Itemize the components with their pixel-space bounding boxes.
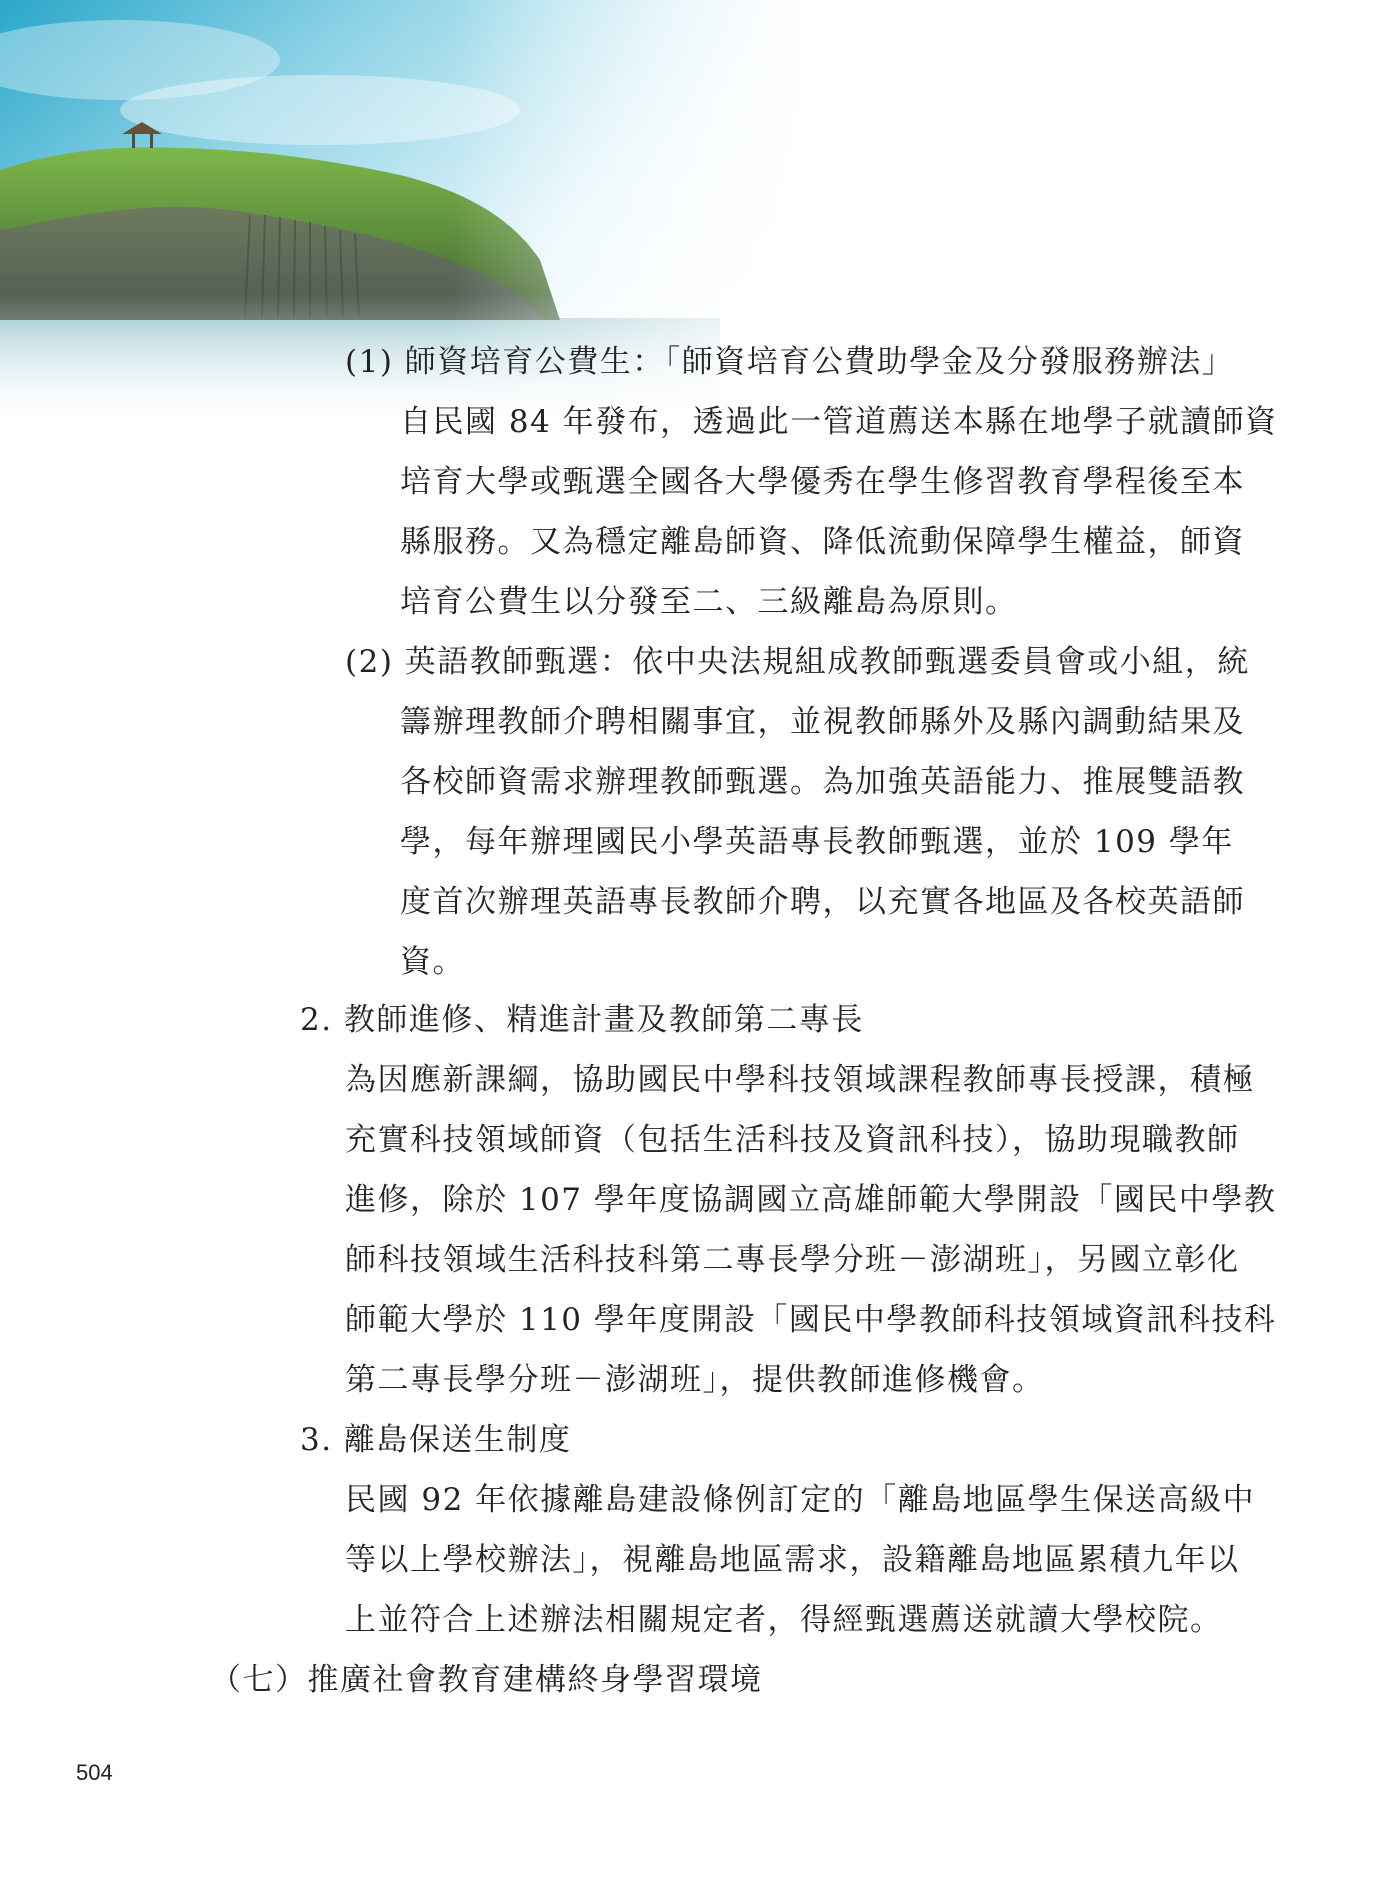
- text-line: 師科技領域生活科技科第二專長學分班－澎湖班」，另國立彰化: [345, 1242, 1240, 1278]
- text-line: 籌辦理教師介聘相關事宜，並視教師縣外及縣內調動結果及: [400, 704, 1245, 740]
- text-line: (2) 英語教師甄選：依中央法規組成教師甄選委員會或小組，統: [345, 644, 1250, 680]
- chapter-heading: （七）推廣社會教育建構終身學習環境: [210, 1662, 763, 1698]
- text-line: 自民國 84 年發布，透過此一管道薦送本縣在地學子就讀師資: [400, 404, 1278, 440]
- section-heading: 2. 教師進修、精進計畫及教師第二專長: [300, 1002, 864, 1038]
- text-line: 度首次辦理英語專長教師介聘，以充實各地區及各校英語師: [400, 884, 1245, 920]
- section-heading: 3. 離島保送生制度: [300, 1422, 572, 1458]
- page-number: 504: [76, 1760, 113, 1785]
- text-line: 縣服務。又為穩定離島師資、降低流動保障學生權益，師資: [400, 524, 1245, 560]
- text-line: 進修，除於 107 學年度協調國立高雄師範大學開設「國民中學教: [345, 1182, 1277, 1218]
- text-line: 等以上學校辦法」，視離島地區需求，設籍離島地區累積九年以: [345, 1542, 1240, 1578]
- text-line: 培育大學或甄選全國各大學優秀在學生修習教育學程後至本: [400, 464, 1245, 500]
- text-line: 民國 92 年依據離島建設條例訂定的「離島地區學生保送高級中: [345, 1482, 1256, 1518]
- text-line: 培育公費生以分發至二、三級離島為原則。: [400, 584, 1018, 620]
- text-line: 第二專長學分班－澎湖班」，提供教師進修機會。: [345, 1362, 1045, 1398]
- text-line: 上並符合上述辦法相關規定者，得經甄選薦送就讀大學校院。: [345, 1602, 1223, 1638]
- text-line: 充實科技領域師資（包括生活科技及資訊科技），協助現職教師: [345, 1122, 1240, 1158]
- text-line: 師範大學於 110 學年度開設「國民中學教師科技領域資訊科技科: [345, 1302, 1277, 1338]
- text-line: 資。: [400, 944, 465, 980]
- text-line: 學，每年辦理國民小學英語專長教師甄選，並於 109 學年: [400, 824, 1234, 860]
- text-line: (1) 師資培育公費生：「師資培育公費助學金及分發服務辦法」: [345, 344, 1235, 380]
- text-line: 各校師資需求辦理教師甄選。為加強英語能力、推展雙語教: [400, 764, 1245, 800]
- text-line: 為因應新課綱，協助國民中學科技領域課程教師專長授課，積極: [345, 1062, 1255, 1098]
